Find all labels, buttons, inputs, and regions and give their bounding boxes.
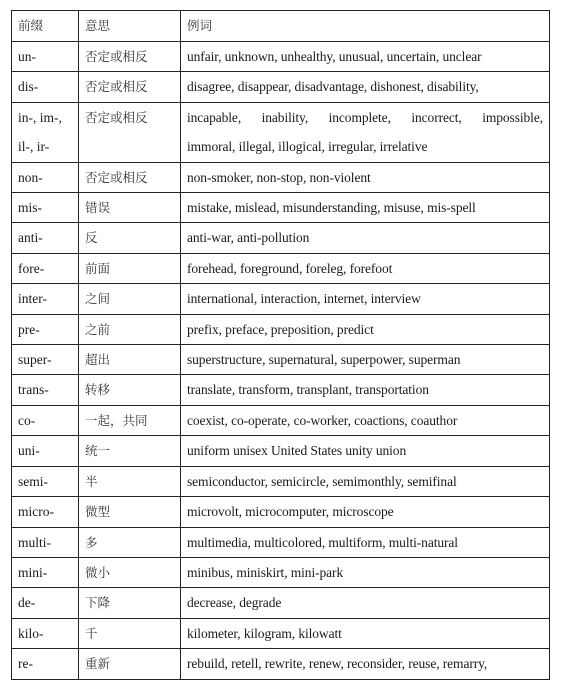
examples-line: incapable, inability, incomplete, incorrect, impossible, [187,109,543,125]
prefix-cell: co- [12,405,79,435]
examples-cell: semiconductor, semicircle, semimonthly, semifinal [181,466,550,496]
examples-cell: decrease, degrade [181,588,550,618]
examples-cell [181,102,550,162]
meaning-cell: 反 [79,223,181,253]
examples-cell: non-smoker, non-stop, non-violent [181,162,550,192]
prefix-cell: multi- [12,527,79,557]
meaning-cell: 多 [79,527,181,557]
meaning-cell: 否定或相反 [79,72,181,102]
table-row [12,42,550,72]
prefix-cell: inter- [12,284,79,314]
meaning-cell: 否定或相反 [79,162,181,192]
table-row [12,497,550,527]
prefix-cell [12,102,79,162]
meaning-cell: 错误 [79,193,181,223]
examples-cell: anti-war, anti-pollution [181,223,550,253]
examples-cell: coexist, co-operate, co-worker, coactions, coauthor [181,405,550,435]
prefix-cell: fore- [12,253,79,283]
table-row [12,193,550,223]
table-row [12,557,550,587]
examples-cell: international, interaction, internet, interview [181,284,550,314]
table-row [12,618,550,648]
prefix-cell: uni- [12,436,79,466]
prefix-cell: un- [12,42,79,72]
meaning-cell: 否定或相反 [79,42,181,72]
meaning-cell: 重新 [79,649,181,679]
prefix-cell: trans- [12,375,79,405]
prefix-table [11,10,550,680]
prefix-line: il-, ir- [18,139,50,155]
meaning-cell: 千 [79,618,181,648]
examples-cell: microvolt, microcomputer, microscope [181,497,550,527]
meaning-cell: 超出 [79,345,181,375]
meaning-cell: 微型 [79,497,181,527]
table-row [12,223,550,253]
table-header-row [12,11,550,42]
table-row [12,253,550,283]
examples-cell: forehead, foreground, foreleg, forefoot [181,253,550,283]
examples-cell: rebuild, retell, rewrite, renew, reconsider, reuse, remarry, [181,649,550,679]
header-prefix: 前缀 [12,11,79,42]
examples-line: immoral, illegal, illogical, irregular, irrelative [187,139,428,155]
meaning-cell: 之间 [79,284,181,314]
table-row [12,588,550,618]
table-row [12,314,550,344]
examples-cell: disagree, disappear, disadvantage, dishonest, disability, [181,72,550,102]
table-row [12,375,550,405]
meaning-cell: 微小 [79,557,181,587]
meaning-cell: 半 [79,466,181,496]
table-row [12,345,550,375]
examples-cell: mistake, mislead, misunderstanding, misuse, mis-spell [181,193,550,223]
prefix-cell: dis- [12,72,79,102]
meaning-cell: 统一 [79,436,181,466]
prefix-cell: mini- [12,557,79,587]
meaning-cell: 前面 [79,253,181,283]
prefix-cell: pre- [12,314,79,344]
prefix-cell: de- [12,588,79,618]
examples-cell: uniform unisex United States unity union [181,436,550,466]
examples-cell: unfair, unknown, unhealthy, unusual, uncertain, unclear [181,42,550,72]
table-row [12,72,550,102]
prefix-cell: kilo- [12,618,79,648]
examples-cell: translate, transform, transplant, transportation [181,375,550,405]
prefix-cell: mis- [12,193,79,223]
meaning-cell: 下降 [79,588,181,618]
prefix-cell: micro- [12,497,79,527]
header-examples: 例词 [181,11,550,42]
meaning-cell: 一起，共同 [79,405,181,435]
table-row [12,162,550,192]
table-row [12,527,550,557]
examples-cell: superstructure, supernatural, superpower, superman [181,345,550,375]
examples-cell: multimedia, multicolored, multiform, multi-natural [181,527,550,557]
table-row [12,466,550,496]
table-row [12,102,550,162]
table-row [12,405,550,435]
header-meaning: 意思 [79,11,181,42]
prefix-cell: re- [12,649,79,679]
examples-cell: kilometer, kilogram, kilowatt [181,618,550,648]
document-page [11,10,549,680]
prefix-cell: anti- [12,223,79,253]
examples-cell: prefix, preface, preposition, predict [181,314,550,344]
prefix-cell: super- [12,345,79,375]
prefix-cell: non- [12,162,79,192]
prefix-cell: semi- [12,466,79,496]
examples-cell: minibus, miniskirt, mini-park [181,557,550,587]
prefix-line: in-, im-, [18,109,62,125]
meaning-cell: 转移 [79,375,181,405]
meaning-cell: 否定或相反 [79,102,181,162]
table-row [12,436,550,466]
table-row [12,649,550,679]
meaning-cell: 之前 [79,314,181,344]
table-row [12,284,550,314]
